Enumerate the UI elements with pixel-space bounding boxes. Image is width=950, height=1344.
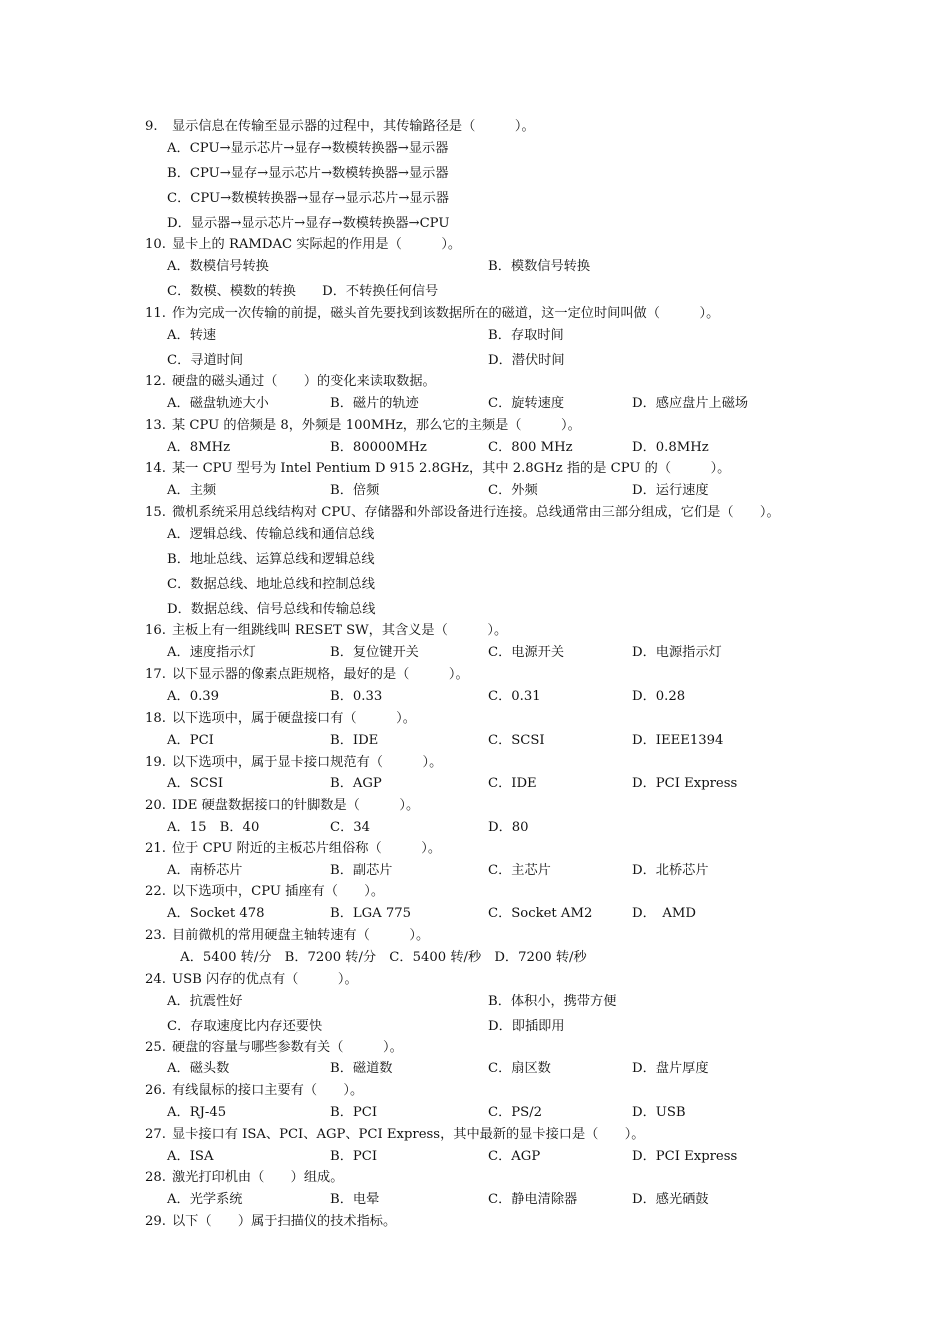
option-text: C．Socket AM2 [488, 906, 593, 921]
option-text: B．倍频 [330, 483, 380, 498]
question-text: 以下选项中，CPU 插座有（ ）。 [172, 884, 385, 899]
question-number: 25. [145, 1040, 166, 1055]
option-text: B．电晕 [330, 1192, 380, 1207]
option-text: D．PCI Express [632, 1149, 738, 1164]
option-text: B．0.33 [330, 689, 383, 704]
question-number: 21. [145, 841, 166, 856]
option-text: D．USB [632, 1105, 686, 1120]
option-text: B．模数信号转换 [488, 259, 591, 274]
question-text: 某一 CPU 型号为 Intel Pentium D 915 2.8GHz，其中 2.8GHz 指的是 CPU 的（ ）。 [172, 461, 731, 476]
option-text: B．LGA 775 [330, 906, 412, 921]
option-text: D．数据总线、信号总线和传输总线 [167, 602, 376, 617]
question-text: 目前微机的常用硬盘主轴转速有（ ）。 [172, 928, 430, 943]
option-text: C．数据总线、地址总线和控制总线 [167, 577, 375, 592]
question-text: 激光打印机由（ ）组成。 [172, 1170, 344, 1185]
option-text: A．光学系统 [167, 1192, 243, 1207]
question-number: 24. [145, 972, 166, 987]
question-number: 27. [145, 1127, 166, 1142]
option-text: D．即插即用 [488, 1019, 565, 1034]
option-text: D． AMD [632, 906, 696, 921]
question-text: 显示信息在传输至显示器的过程中，其传输路径是（ ）。 [172, 119, 535, 134]
option-text: D．运行速度 [632, 483, 709, 498]
option-text: A．PCI [167, 733, 214, 748]
option-text: C．主芯片 [488, 863, 551, 878]
option-text: A．5400 转/分 B．7200 转/分 C．5400 转/秒 D．7200 转/秒 [167, 950, 587, 965]
option-text: A．逻辑总线、传输总线和通信总线 [167, 527, 375, 542]
question-text: USB 闪存的优点有（ ）。 [172, 972, 358, 987]
option-text: C．34 [330, 820, 371, 835]
option-text: A．15 B．40 [167, 820, 260, 835]
question-number: 12. [145, 374, 166, 389]
question-text: IDE 硬盘数据接口的针脚数是（ ）。 [172, 798, 420, 813]
option-text: B．体积小，携带方便 [488, 994, 617, 1009]
question-text: 作为完成一次传输的前提，磁头首先要找到该数据所在的磁道，这一定位时间叫做（ ）。 [172, 306, 720, 321]
option-text: C．静电清除器 [488, 1192, 578, 1207]
question-number: 18. [145, 711, 166, 726]
option-text: C．存取速度比内存还要快 [167, 1019, 323, 1034]
option-text: C．AGP [488, 1149, 541, 1164]
option-text: B．PCI [330, 1105, 378, 1120]
option-text: B．80000MHz [330, 440, 427, 455]
option-text: A．主频 [167, 483, 217, 498]
option-text: C．寻道时间 [167, 353, 244, 368]
question-number: 15. [145, 505, 166, 520]
option-text: B．复位键开关 [330, 645, 419, 660]
option-text: A．ISA [167, 1149, 214, 1164]
question-text: 显卡上的 RAMDAC 实际起的作用是（ ）。 [172, 237, 462, 252]
question-number: 10. [145, 237, 166, 252]
question-number: 22. [145, 884, 166, 899]
question-number: 20. [145, 798, 166, 813]
option-text: D．IEEE1394 [632, 733, 724, 748]
option-text: A．Socket 478 [167, 906, 265, 921]
option-text: A．南桥芯片 [167, 863, 243, 878]
option-text: C．数模、模数的转换 D．不转换任何信号 [167, 284, 439, 299]
option-text: D．80 [488, 820, 529, 835]
option-text: D．潜伏时间 [488, 353, 565, 368]
option-text: B．存取时间 [488, 328, 564, 343]
question-text: 位于 CPU 附近的主板芯片组俗称（ ）。 [172, 841, 442, 856]
option-text: B．地址总线、运算总线和逻辑总线 [167, 552, 375, 567]
option-text: D．显示器→显示芯片→显存→数模转换器→CPU [167, 216, 450, 231]
option-text: A．SCSI [167, 776, 224, 791]
option-text: C．IDE [488, 776, 537, 791]
option-text: B．AGP [330, 776, 382, 791]
option-text: B．IDE [330, 733, 379, 748]
option-text: C．电源开关 [488, 645, 565, 660]
question-number: 19. [145, 755, 166, 770]
question-number: 26. [145, 1083, 166, 1098]
option-text: C．SCSI [488, 733, 545, 748]
option-text: B．磁道数 [330, 1061, 393, 1076]
question-text: 以下选项中，属于硬盘接口有（ ）。 [172, 711, 416, 726]
option-text: C．旋转速度 [488, 396, 565, 411]
option-text: D．PCI Express [632, 776, 738, 791]
question-text: 以下显示器的像素点距规格，最好的是（ ）。 [172, 667, 469, 682]
question-number: 13. [145, 418, 166, 433]
question-text: 某 CPU 的倍频是 8，外频是 100MHz，那么它的主频是（ ）。 [172, 418, 581, 433]
option-text: D．0.8MHz [632, 440, 709, 455]
option-text: C．PS/2 [488, 1105, 543, 1120]
question-text: 以下（ ）属于扫描仪的技术指标。 [172, 1214, 397, 1229]
option-text: B．副芯片 [330, 863, 393, 878]
option-text: C．800 MHz [488, 440, 573, 455]
option-text: A．转速 [167, 328, 217, 343]
option-text: D．盘片厚度 [632, 1061, 709, 1076]
question-text: 主板上有一组跳线叫 RESET SW，其含义是（ ）。 [172, 623, 508, 638]
option-text: A．8MHz [167, 440, 231, 455]
option-text: A．抗震性好 [167, 994, 243, 1009]
question-number: 28. [145, 1170, 166, 1185]
question-text: 硬盘的容量与哪些参数有关（ ）。 [172, 1040, 403, 1055]
question-number: 17. [145, 667, 166, 682]
question-text: 有线鼠标的接口主要有（ ）。 [172, 1083, 364, 1098]
option-text: A．0.39 [167, 689, 220, 704]
question-number: 29. [145, 1214, 166, 1229]
option-text: C．外频 [488, 483, 538, 498]
option-text: A．数模信号转换 [167, 259, 269, 274]
question-text: 以下选项中，属于显卡接口规范有（ ）。 [172, 755, 443, 770]
option-text: D．0.28 [632, 689, 686, 704]
question-number: 16. [145, 623, 166, 638]
question-number: 23. [145, 928, 166, 943]
question-number: 9. [145, 119, 158, 134]
option-text: B．PCI [330, 1149, 378, 1164]
option-text: A．RJ-45 [167, 1105, 227, 1120]
question-number: 11. [145, 306, 166, 321]
option-text: D．北桥芯片 [632, 863, 709, 878]
option-text: A．磁头数 [167, 1061, 230, 1076]
option-text: D．电源指示灯 [632, 645, 722, 660]
option-text: C．CPU→数模转换器→显存→显示芯片→显示器 [167, 191, 449, 206]
question-text: 显卡接口有 ISA、PCI、AGP、PCI Express，其中最新的显卡接口是（ ）。 [172, 1127, 645, 1142]
option-text: D．感光硒鼓 [632, 1192, 709, 1207]
question-number: 14. [145, 461, 166, 476]
option-text: C．0.31 [488, 689, 541, 704]
option-text: A．磁盘轨迹大小 [167, 396, 269, 411]
option-text: D．感应盘片上磁场 [632, 396, 749, 411]
option-text: B．CPU→显存→显示芯片→数模转换器→显示器 [167, 166, 449, 181]
option-text: B．磁片的轨迹 [330, 396, 419, 411]
question-text: 硬盘的磁头通过（ ）的变化来读取数据。 [172, 374, 436, 389]
option-text: A．CPU→显示芯片→显存→数模转换器→显示器 [167, 141, 449, 156]
option-text: A．速度指示灯 [167, 645, 256, 660]
question-text: 微机系统采用总线结构对 CPU、存储器和外部设备进行连接。总线通常由三部分组成，它们是（ ）。 [172, 505, 780, 520]
option-text: C．扇区数 [488, 1061, 551, 1076]
